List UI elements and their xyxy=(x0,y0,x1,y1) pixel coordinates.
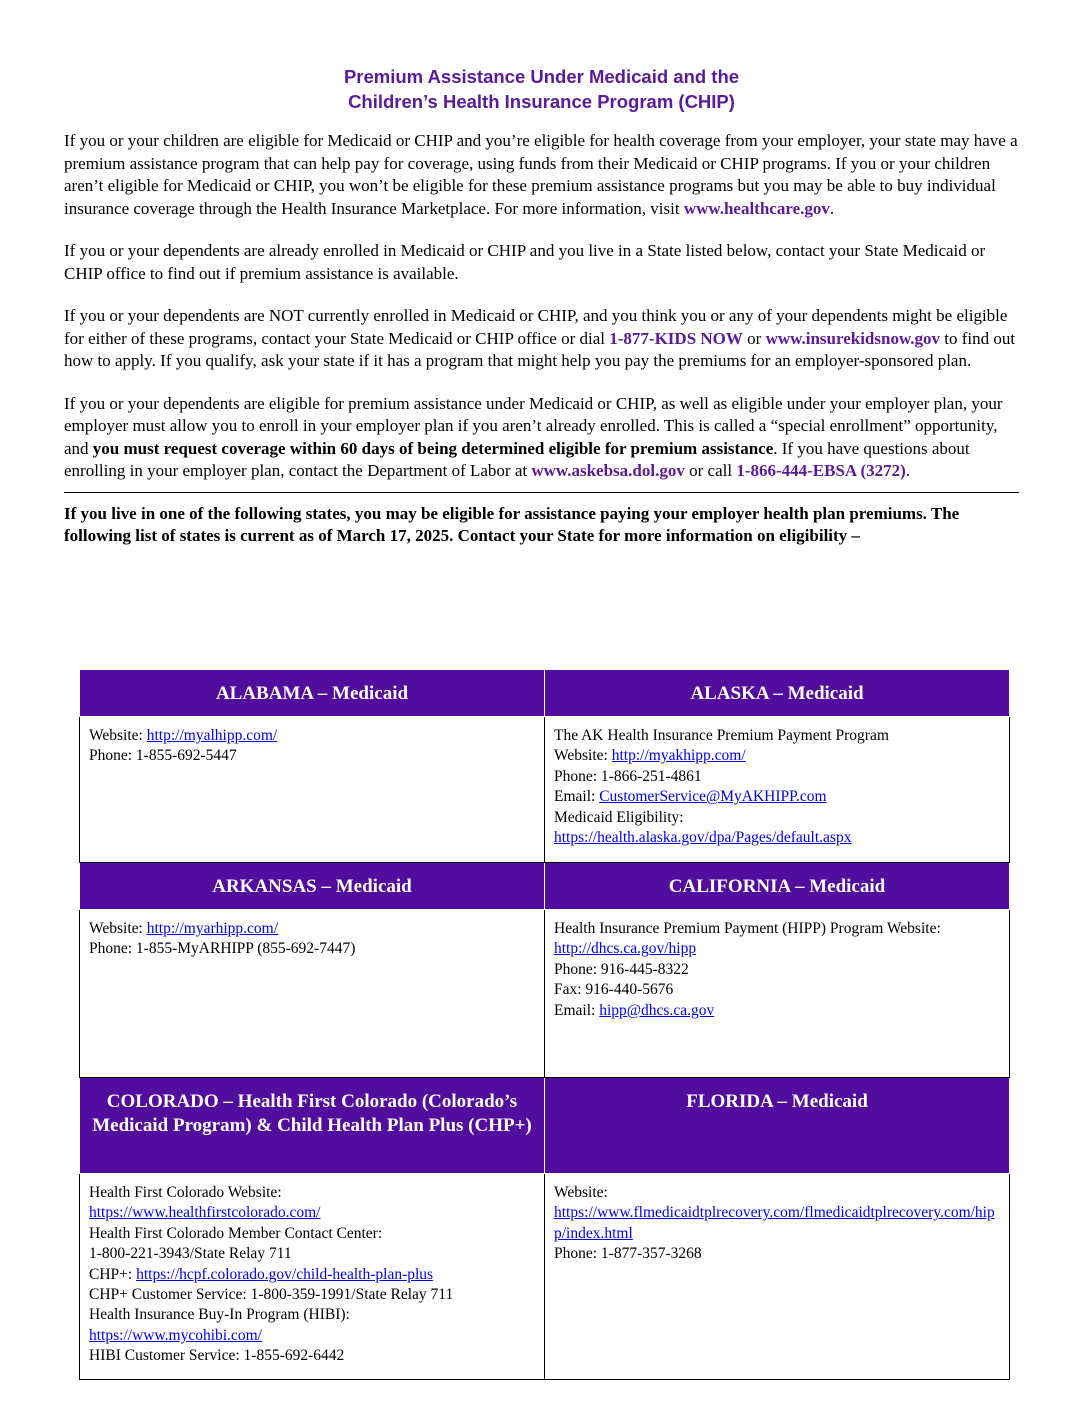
colorado-chp-service: CHP+ Customer Service: 1-800-359-1991/State Relay 711 xyxy=(89,1286,454,1304)
email-label: Email: xyxy=(554,788,600,806)
colorado-header: COLORADO – Health First Colorado (Colorado’s Medicaid Program) & Child Health Plan Plus (CHP+) xyxy=(80,1078,545,1174)
website-label: Website: xyxy=(554,747,612,765)
arkansas-phone: Phone: 1-855-MyARHIPP (855-692-7447) xyxy=(89,940,356,958)
enrolled-paragraph: If you or your dependents are already enrolled in Medicaid or CHIP and you live in a State listed below, contact your State Medicaid or CHIP office to find out if premium assistance is available. xyxy=(64,241,986,283)
arkansas-website-line xyxy=(89,919,535,939)
alabama-website-link[interactable]: http://myalhipp.com/ xyxy=(146,727,278,744)
ebsa-phone: 1-866-444-EBSA (3272) xyxy=(736,461,906,480)
special-enrollment-text: If you or your dependents are eligible for premium assistance under Medicaid or CHIP, as well as eligible under your employer plan, your employer must allow you to enroll in your employer plan if you aren’t already enrolled. This is called a “special enrollment” opportunity, and xyxy=(64,393,1003,458)
content-row-1 xyxy=(80,717,1010,863)
not-enrolled-rest: to find out how to apply. If you qualify, ask your state if it has a program that might help you pay the premiums for an employer-sponsored plan. xyxy=(64,328,1016,370)
intro-end: . xyxy=(829,198,835,218)
california-website-link[interactable]: http://dhcs.ca.gov/hipp xyxy=(554,940,697,958)
alabama-cell xyxy=(80,717,545,863)
california-phone: Phone: 916-445-8322 xyxy=(554,960,689,978)
not-enrolled-text: If you or your dependents are NOT currently enrolled in Medicaid or CHIP, and you think you or any of your dependents might be eligible for either of these programs, contact your State Medicaid or CHIP office or dial xyxy=(64,306,1008,348)
alabama-header: ALABAMA – Medicaid xyxy=(80,670,545,717)
not-enrolled-or: or xyxy=(742,328,766,348)
special-enrollment-paragraph xyxy=(64,393,1019,483)
not-enrolled-paragraph xyxy=(64,305,1019,373)
california-header: CALIFORNIA – Medicaid xyxy=(545,863,1010,910)
email-label: Email: xyxy=(554,1001,600,1019)
colorado-hibi-service: HIBI Customer Service: 1-855-692-6442 xyxy=(89,1347,345,1365)
special-enrollment-call: or call xyxy=(684,461,737,480)
florida-cell xyxy=(545,1174,1010,1380)
insurekidsnow-link[interactable]: www.insurekidsnow.gov xyxy=(765,328,941,348)
alaska-header: ALASKA – Medicaid xyxy=(545,670,1010,717)
arkansas-cell xyxy=(80,910,545,1078)
special-enrollment-text-2: . If you have questions about enrolling in your employer plan, contact the Department of Labor at xyxy=(64,438,970,480)
colorado-chp-line xyxy=(89,1265,535,1285)
alaska-website-link[interactable]: http://myakhipp.com/ xyxy=(611,747,746,765)
content-row-3 xyxy=(80,1174,1010,1380)
california-fax: Fax: 916-440-5676 xyxy=(554,981,674,999)
page-title xyxy=(64,64,1019,114)
colorado-member-center: Health First Colorado Member Contact Center: xyxy=(89,1224,383,1242)
title-line-2: Children’s Health Insurance Program (CHIP) xyxy=(348,91,735,112)
kids-now-phone: 1-877-KIDS NOW xyxy=(609,328,743,348)
header-row-3 xyxy=(80,1078,1010,1174)
california-email-line xyxy=(554,1001,1000,1021)
arkansas-header: ARKANSAS – Medicaid xyxy=(80,863,545,910)
alaska-phone: Phone: 1-866-251-4861 xyxy=(554,767,702,785)
colorado-hibi-link[interactable]: https://www.mycohibi.com/ xyxy=(89,1326,262,1344)
states-intro: If you live in one of the following states, you may be eligible for assistance paying your employer health plan premiums. The following list of states is current as of March 17, 2025. Contact your State for more information on eligibility – xyxy=(64,503,960,545)
colorado-hfc-link[interactable]: https://www.healthfirstcolorado.com/ xyxy=(89,1204,321,1222)
title-line-1: Premium Assistance Under Medicaid and the xyxy=(343,66,740,87)
askebsa-link[interactable]: www.askebsa.dol.gov xyxy=(531,461,685,480)
florida-header: FLORIDA – Medicaid xyxy=(545,1078,1010,1174)
alabama-phone: Phone: 1-855-692-5447 xyxy=(89,747,237,765)
website-label: Website: xyxy=(89,920,147,937)
colorado-cell xyxy=(80,1174,545,1380)
alaska-program: The AK Health Insurance Premium Payment Program xyxy=(554,727,889,744)
alaska-website-line xyxy=(554,746,1000,766)
alaska-email-link[interactable]: CustomerService@MyAKHIPP.com xyxy=(599,788,827,806)
colorado-hfc-label: Health First Colorado Website: xyxy=(89,1184,282,1201)
deadline-notice: you must request coverage within 60 days of being determined eligible for premium assistance xyxy=(92,438,774,458)
alaska-eligibility-link[interactable]: https://health.alaska.gov/dpa/Pages/default.aspx xyxy=(554,829,852,847)
intro-text: If you or your children are eligible for Medicaid or CHIP and you’re eligible for health coverage from your employer, your state may have a premium assistance program that can help pay for coverage, using funds from their Medicaid or CHIP programs. If you or your children aren’t eligible for Medicaid or CHIP, you won’t be eligible for these premium assistance programs but you may be able to buy individual insurance coverage through the Health Insurance Marketplace. For more information, visit xyxy=(64,131,1018,218)
colorado-chp-link[interactable]: https://hcpf.colorado.gov/child-health-plan-plus xyxy=(136,1265,434,1283)
florida-website-label: Website: xyxy=(554,1184,608,1201)
content-row-2 xyxy=(80,910,1010,1078)
state-assistance-table xyxy=(79,669,1010,1380)
california-cell xyxy=(545,910,1010,1078)
section-divider xyxy=(64,492,1019,493)
healthcare-gov-link[interactable]: www.healthcare.gov xyxy=(683,198,830,218)
colorado-hibi-label: Health Insurance Buy-In Program (HIBI): xyxy=(89,1306,350,1324)
florida-website-link[interactable]: https://www.flmedicaidtplrecovery.com/flmedicaidtplrecovery.com/hipp/index.html xyxy=(554,1204,995,1242)
intro-paragraph xyxy=(64,130,1019,220)
header-row-1 xyxy=(80,670,1010,717)
alaska-eligibility-label: Medicaid Eligibility: xyxy=(554,808,684,826)
special-enrollment-end: . xyxy=(905,461,911,480)
alabama-website-line xyxy=(89,726,535,746)
california-email-link[interactable]: hipp@dhcs.ca.gov xyxy=(599,1001,715,1019)
california-program: Health Insurance Premium Payment (HIPP) Program Website: xyxy=(554,920,941,937)
arkansas-website-link[interactable]: http://myarhipp.com/ xyxy=(146,920,279,937)
website-label: Website: xyxy=(89,727,147,744)
florida-phone: Phone: 1-877-357-3268 xyxy=(554,1245,702,1263)
alaska-email-line xyxy=(554,787,1000,807)
chp-label: CHP+: xyxy=(89,1265,137,1283)
header-row-2 xyxy=(80,863,1010,910)
document-body xyxy=(64,64,1019,548)
colorado-member-phone: 1-800-221-3943/State Relay 711 xyxy=(89,1245,292,1263)
alaska-cell xyxy=(545,717,1010,863)
